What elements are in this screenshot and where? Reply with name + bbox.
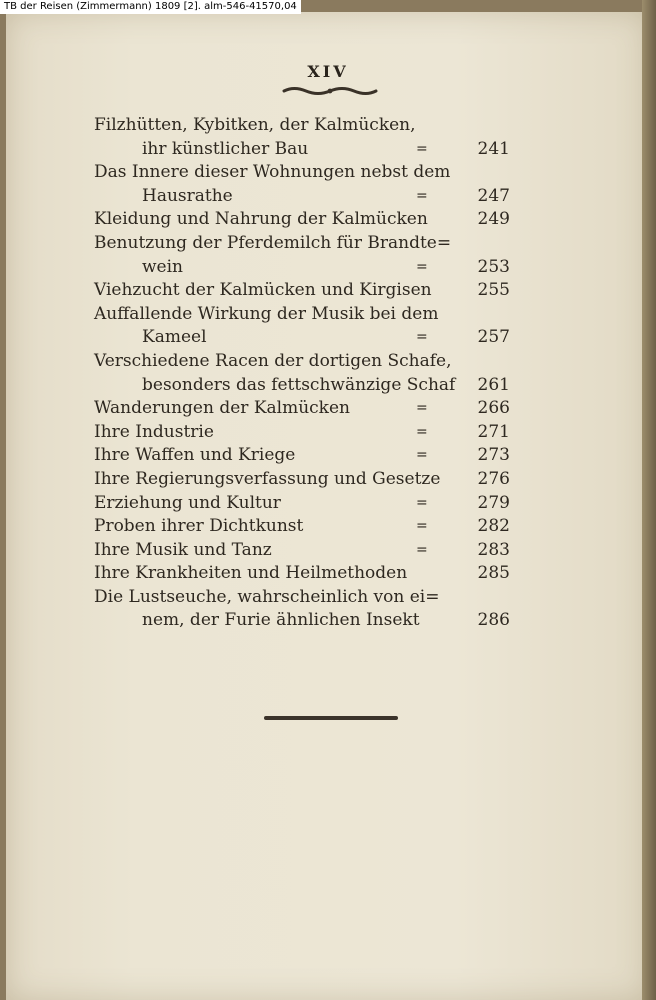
toc-entry [94, 279, 510, 303]
page-number: XIV [307, 62, 349, 81]
toc-entry-text: Das Innere dieser Wohnungen nebst dem [94, 162, 451, 183]
toc-entry-text: Ihre Krankheiten und Heilmethoden [94, 563, 408, 584]
toc-entry [94, 208, 510, 232]
toc-entry [94, 185, 510, 209]
toc-entry [94, 374, 510, 398]
toc-entry-text: Auffallende Wirkung der Musik bei dem [94, 303, 439, 324]
toc-entry-text: Ihre Industrie [94, 421, 214, 442]
toc-entry [94, 609, 510, 633]
toc-entry [94, 562, 510, 586]
toc-entry-text: Benutzung der Pferdemilch für Brandte= [94, 232, 452, 253]
toc-page-number: 285 [477, 563, 510, 584]
toc-leader-mark: = [416, 187, 428, 204]
toc-entry-text: Hausrathe [142, 185, 233, 206]
toc-entry-text: Verschiedene Racen der dortigen Schafe, [94, 350, 452, 371]
toc-page-number: 261 [477, 374, 510, 395]
toc-entry-text: Erziehung und Kultur [94, 492, 281, 513]
toc-entry [94, 161, 510, 185]
toc-entry-text: Ihre Waffen und Kriege [94, 445, 296, 466]
toc-entry [94, 397, 510, 421]
toc-leader-mark: = [416, 494, 428, 511]
toc-entry [94, 492, 510, 516]
toc-entry-text: ihr künstlicher Bau [142, 138, 309, 159]
toc-page-number: 279 [477, 492, 510, 513]
toc-entry-text: Ihre Musik und Tanz [94, 539, 272, 560]
toc-entry-text: Ihre Regierungsverfassung und Gesetze [94, 468, 441, 489]
scan-caption: TB der Reisen (Zimmermann) 1809 [2]. alm-546-41570,04 [0, 0, 301, 14]
toc-entry-text: Wanderungen der Kalmücken [94, 398, 350, 419]
toc-entry [94, 444, 510, 468]
toc-entry [94, 539, 510, 563]
toc-page-number: 247 [477, 185, 510, 206]
toc-entry [94, 350, 510, 374]
toc-entry-text: Filzhütten, Kybitken, der Kalmücken, [94, 115, 416, 135]
toc-page-number: 241 [477, 138, 510, 159]
toc-leader-mark: = [416, 258, 428, 275]
toc-leader-mark: = [416, 400, 428, 417]
toc-page-number: 276 [477, 468, 510, 489]
toc-entry [94, 114, 510, 138]
toc-page-number: 253 [477, 256, 510, 277]
toc-entry [94, 326, 510, 350]
toc-entry-text: nem, der Furie ähnlichen Insekt [142, 610, 420, 631]
toc-page-number: 271 [477, 421, 510, 442]
toc-leader-mark: = [416, 423, 428, 440]
toc-page-number: 266 [477, 398, 510, 419]
toc-entry [94, 421, 510, 445]
toc-entry-text: wein [142, 256, 183, 277]
toc-page-number: 249 [477, 209, 510, 230]
toc-entry [94, 586, 510, 610]
toc-entry [94, 468, 510, 492]
toc-leader-mark: = [416, 140, 428, 157]
toc-entry-text: Proben ihrer Dichtkunst [94, 516, 304, 537]
table-of-contents [94, 114, 510, 633]
toc-entry-text: Die Lustseuche, wahrscheinlich von ei= [94, 586, 440, 607]
toc-page-number: 282 [477, 516, 510, 537]
toc-entry-text: Kameel [142, 327, 207, 348]
toc-entry [94, 515, 510, 539]
toc-leader-mark: = [416, 518, 428, 535]
toc-entry-text: Viehzucht der Kalmücken und Kirgisen [94, 280, 432, 301]
toc-leader-mark: = [416, 329, 428, 346]
toc-page-number: 257 [477, 327, 510, 348]
toc-page-number: 273 [477, 445, 510, 466]
toc-entry-text: Kleidung und Nahrung der Kalmücken [94, 209, 428, 230]
toc-page-number: 283 [477, 539, 510, 560]
decorative-ornament [282, 84, 378, 98]
book-spine [642, 0, 656, 1000]
toc-entry [94, 232, 510, 256]
toc-leader-mark: = [416, 541, 428, 558]
toc-entry [94, 256, 510, 280]
toc-entry [94, 303, 510, 327]
toc-leader-mark: = [416, 447, 428, 464]
toc-entry [94, 138, 510, 162]
closing-rule [264, 716, 398, 720]
toc-page-number: 255 [477, 280, 510, 301]
toc-page-number: 286 [477, 610, 510, 631]
toc-entry-text: besonders das fettschwänzige Schaf [142, 374, 456, 395]
